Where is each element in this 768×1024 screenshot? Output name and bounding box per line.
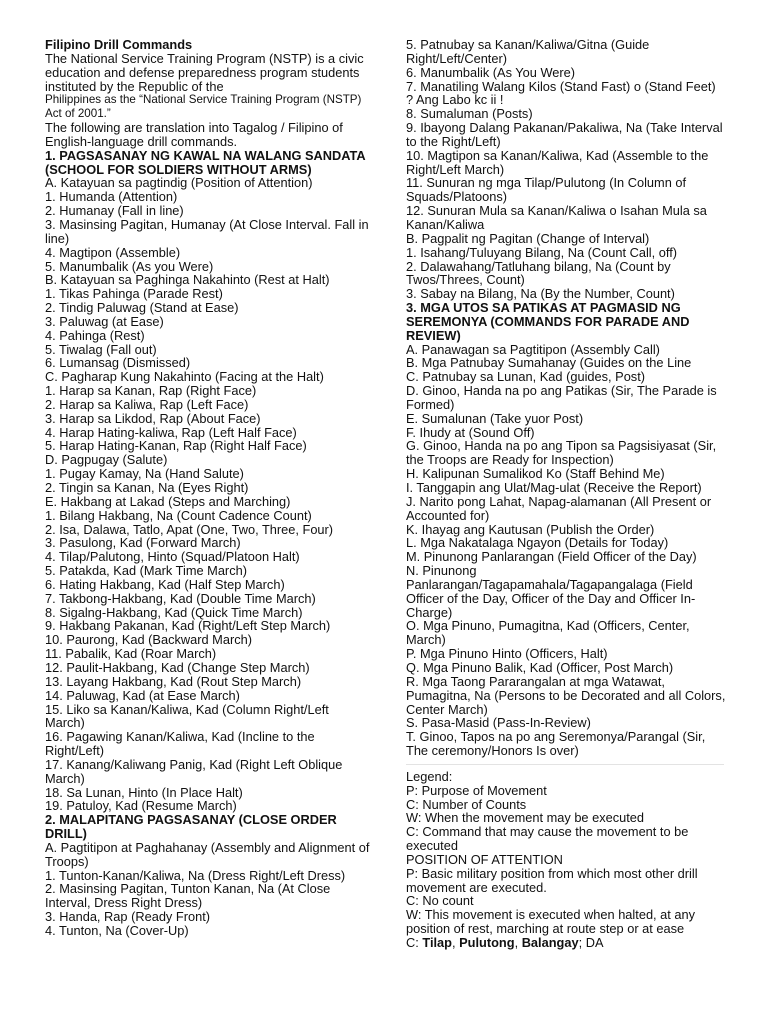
- command-line: 1. Harap sa Kanan, Rap (Right Face): [45, 383, 257, 399]
- command-line: 18. Sa Lunan, Hinto (In Place Halt): [45, 784, 243, 800]
- command-line: 6. Hating Hakbang, Kad (Half Step March): [45, 576, 285, 592]
- command-line: S. Pasa-Masid (Pass-In-Review): [406, 715, 591, 731]
- command-line: M. Pinunong Panlarangan (Field Officer of the Day): [406, 549, 697, 565]
- right-column-entries: [406, 38, 726, 758]
- command-line: A. Pagtitipon at Paghahanay (Assembly and Alignment of Troops): [45, 839, 370, 869]
- command-line: J. Narito pong Lahat, Napag-alamanan (All Present or Accounted for): [406, 493, 712, 523]
- command-line: 1. Tunton-Kanan/Kaliwa, Na (Dress Right/Left Dress): [45, 867, 346, 883]
- command-line: 3. Paluwag (at Ease): [45, 313, 164, 329]
- legend-item: W: When the movement may be executed: [406, 810, 645, 826]
- command-line: B. Katayuan sa Paghinga Nakahinto (Rest at Halt): [45, 272, 330, 288]
- command-line: A. Katayuan sa pagtindig (Position of Attention): [45, 175, 313, 191]
- section-heading: Filipino Drill Commands: [45, 37, 193, 52]
- legend-item: C: Number of Counts: [406, 796, 527, 812]
- command-line: 2. Harap sa Kaliwa, Rap (Left Face): [45, 396, 249, 412]
- command-line: 12. Paulit-Hakbang, Kad (Change Step March): [45, 659, 310, 675]
- right-column: [406, 38, 726, 950]
- command-line: 3. Harap sa Likdod, Rap (About Face): [45, 410, 261, 426]
- command-line: L. Mga Nakatalaga Ngayon (Details for Today): [406, 535, 669, 551]
- command-sep: ,: [452, 935, 460, 950]
- command-line: 19. Patuloy, Kad (Resume March): [45, 798, 237, 814]
- command-line: 14. Paluwag, Kad (at Ease March): [45, 687, 240, 703]
- legend-section-item: W: This movement is executed when halted, at any position of rest, marching at route step or at ease: [406, 907, 696, 937]
- command-line: 5. Tiwalag (Fall out): [45, 341, 157, 357]
- command-line: 5. Patnubay sa Kanan/Kaliwa/Gitna (Guide Right/Left/Center): [406, 37, 650, 66]
- command-line: 3. Pasulong, Kad (Forward March): [45, 535, 241, 551]
- command-line: 8. Sigalng-Hakbang, Kad (Quick Time March): [45, 604, 303, 620]
- command-line: 2. Humanay (Fall in line): [45, 203, 184, 219]
- command-line: A. Panawagan sa Pagtitipon (Assembly Call): [406, 341, 660, 357]
- command-line: I. Tanggapin ang Ulat/Mag-ulat (Receive the Report): [406, 480, 702, 495]
- command-line: 1. Pugay Kamay, Na (Hand Salute): [45, 466, 244, 482]
- command-line: 6. Manumbalik (As You Were): [406, 64, 576, 80]
- command-line: F. Ihudy at (Sound Off): [406, 424, 535, 440]
- command-line: P. Mga Pinuno Hinto (Officers, Halt): [406, 646, 608, 662]
- command-line: The National Service Training Program (NSTP) is a civic education and defense preparedness program students instituted by the Republic of the: [45, 50, 364, 94]
- command-line: B. Mga Patnubay Sumahanay (Guides on the Line: [406, 355, 692, 371]
- legend-title: Legend:: [406, 768, 453, 784]
- legend-section-item: C: No count: [406, 893, 474, 909]
- section-heading: 1. PAGSASANAY NG KAWAL NA WALANG SANDATA (SCHOOL FOR SOLDIERS WITHOUT ARMS): [45, 147, 366, 177]
- command-line: 5. Patakda, Kad (Mark Time March): [45, 563, 247, 579]
- command-line: 5. Harap Hating-Kanan, Rap (Right Half Face): [45, 438, 307, 454]
- legend: [406, 770, 726, 950]
- command-suffix: ; DA: [578, 935, 604, 950]
- command-line: 2. Tingin sa Kanan, Na (Eyes Right): [45, 480, 249, 495]
- command-line: 3. Handa, Rap (Ready Front): [45, 909, 211, 925]
- section-divider: [406, 764, 724, 765]
- command-line: 12. Sunuran Mula sa Kanan/Kaliwa o Isahan Mula sa Kanan/Kaliwa: [406, 203, 707, 232]
- command-line: 10. Paurong, Kad (Backward March): [45, 632, 252, 648]
- command-sep: ,: [514, 935, 522, 950]
- command-line: N. Pinunong Panlarangan/Tagapamahala/Tagapangalaga (Field Officer of the Day, Officer of the Day and Officer In-Charge): [406, 563, 696, 620]
- command-line: 9. Hakbang Pakanan, Kad (Right/Left Step March): [45, 618, 331, 634]
- command-line: 3. Masinsing Pagitan, Humanay (At Close Interval. Fall in line): [45, 216, 369, 246]
- command-line: 13. Layang Hakbang, Kad (Rout Step March): [45, 673, 302, 689]
- command-line: B. Pagpalit ng Pagitan (Change of Interval): [406, 230, 650, 246]
- command-line: 5. Manumbalik (As you Were): [45, 258, 214, 274]
- command-line: C. Pagharap Kung Nakahinto (Facing at the Halt): [45, 369, 324, 385]
- command-line: E. Hakbang at Lakad (Steps and Marching): [45, 493, 291, 509]
- command-pulutong: Pulutong: [459, 935, 515, 950]
- command-line: 15. Liko sa Kanan/Kaliwa, Kad (Column Right/Left March): [45, 701, 329, 731]
- command-line: 4. Pahinga (Rest): [45, 327, 145, 343]
- command-line: 6. Lumansag (Dismissed): [45, 355, 191, 371]
- left-column: [45, 38, 370, 938]
- command-line: 1. Humanda (Attention): [45, 189, 178, 205]
- command-line: 11. Pabalik, Kad (Roar March): [45, 646, 217, 662]
- command-line: 2. Isa, Dalawa, Tatlo, Apat (One, Two, Three, Four): [45, 521, 334, 537]
- legend-command: [406, 936, 726, 950]
- command-line: 8. Sumaluman (Posts): [406, 106, 533, 122]
- command-line: D. Pagpugay (Salute): [45, 452, 168, 468]
- command-line: E. Sumalunan (Take yuor Post): [406, 410, 584, 426]
- command-line: T. Ginoo, Tapos na po ang Seremonya/Parangal (Sir, The ceremony/Honors Is over): [406, 729, 706, 759]
- command-line: 16. Pagawing Kanan/Kaliwa, Kad (Incline to the Right/Left): [45, 729, 315, 759]
- command-line: D. Ginoo, Handa na po ang Patikas (Sir, The Parade is Formed): [406, 383, 717, 412]
- command-line: 4. Tunton, Na (Cover-Up): [45, 923, 189, 938]
- command-line: The following are translation into Tagalog / Filipino of English-language drill commands.: [45, 120, 343, 149]
- command-line: 2. Tindig Paluwag (Stand at Ease): [45, 300, 239, 316]
- command-line: H. Kalipunan Sumalikod Ko (Staff Behind Me): [406, 466, 665, 482]
- command-line: C. Patnubay sa Lunan, Kad (guides, Post): [406, 369, 646, 385]
- command-line: 1. Tikas Pahinga (Parade Rest): [45, 286, 223, 302]
- command-balangay: Balangay: [521, 935, 579, 950]
- legend-item: C: Command that may cause the movement to be executed: [406, 824, 689, 854]
- command-line: R. Mga Taong Pararangalan at mga Watawat, Pumagitna, Na (Persons to be Decorated and all Colors, Center March): [406, 673, 726, 717]
- command-line: 9. Ibayong Dalang Pakanan/Pakaliwa, Na (Take Interval to the Right/Left): [406, 120, 723, 149]
- legend-section-title: POSITION OF ATTENTION: [406, 851, 563, 867]
- command-line: 2. Dalawahang/Tatluhang bilang, Na (Count by Twos/Threes, Count): [406, 258, 671, 288]
- command-line: 1. Bilang Hakbang, Na (Count Cadence Count): [45, 507, 312, 523]
- command-line: K. Ihayag ang Kautusan (Publish the Order): [406, 521, 655, 537]
- command-line: 17. Kanang/Kaliwang Panig, Kad (Right Left Oblique March): [45, 756, 343, 786]
- command-line: O. Mga Pinuno, Pumagitna, Kad (Officers, Center, March): [406, 618, 690, 648]
- command-line: 2. Masinsing Pagitan, Tunton Kanan, Na (At Close Interval, Dress Right Dress): [45, 881, 331, 911]
- command-line: 10. Magtipon sa Kanan/Kaliwa, Kad (Assemble to the Right/Left March): [406, 147, 709, 177]
- command-line: 7. Manatiling Walang Kilos (Stand Fast) o (Stand Feet) ? Ang Labo kc ii !: [406, 78, 716, 108]
- command-line: 7. Takbong-Hakbang, Kad (Double Time March): [45, 590, 316, 606]
- command-prefix: C:: [406, 935, 423, 950]
- command-line: 4. Harap Hating-kaliwa, Rap (Left Half Face): [45, 424, 297, 440]
- command-line: 1. Isahang/Tuluyang Bilang, Na (Count Call, off): [406, 244, 678, 260]
- command-line: G. Ginoo, Handa na po ang Tipon sa Pagsisiyasat (Sir, the Troops are Ready for Inspection): [406, 438, 717, 468]
- command-line: 4. Magtipon (Assemble): [45, 244, 181, 260]
- legend-item: P: Purpose of Movement: [406, 782, 547, 798]
- section-heading: 2. MALAPITANG PAGSASANAY (CLOSE ORDER DRILL): [45, 812, 337, 842]
- section-heading: 3. MGA UTOS SA PATIKAS AT PAGMASID NG SEREMONYA (COMMANDS FOR PARADE AND REVIEW): [406, 300, 690, 343]
- command-tilap: Tilap: [422, 935, 452, 950]
- command-line: Philippines as the “National Service Training Program (NSTP) Act of 2001.”: [45, 93, 362, 121]
- command-line: 3. Sabay na Bilang, Na (By the Number, Count): [406, 286, 675, 302]
- command-line: 11. Sunuran ng mga Tilap/Pulutong (In Column of Squads/Platoons): [406, 175, 687, 205]
- command-line: Q. Mga Pinuno Balik, Kad (Officer, Post March): [406, 659, 674, 675]
- command-line: 4. Tilap/Palutong, Hinto (Squad/Platoon Halt): [45, 549, 300, 565]
- legend-section-item: P: Basic military position from which most other drill movement are executed.: [406, 865, 698, 895]
